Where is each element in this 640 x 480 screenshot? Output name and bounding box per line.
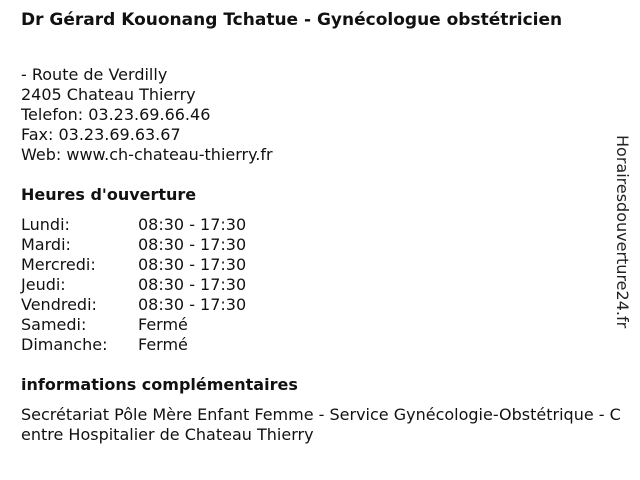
address-phone: Telefon: 03.23.69.66.46 (21, 105, 211, 124)
info-heading: informations complémentaires (21, 375, 298, 394)
hours-day: Lundi: (21, 215, 70, 234)
hours-day: Dimanche: (21, 335, 108, 354)
hours-time: 08:30 - 17:30 (138, 295, 247, 314)
hours-day: Mercredi: (21, 255, 96, 274)
hours-row-lundi (21, 215, 246, 235)
hours-row-jeudi (21, 275, 246, 295)
hours-row-dimanche (21, 335, 246, 355)
hours-row-mardi (21, 235, 246, 255)
side-brand-watermark: Horairesdouverture24.fr (613, 135, 632, 329)
address-web: Web: www.ch-chateau-thierry.fr (21, 145, 273, 164)
hours-row-vendredi (21, 295, 246, 315)
hours-time: 08:30 - 17:30 (138, 235, 247, 254)
hours-day: Jeudi: (21, 275, 66, 294)
hours-day: Mardi: (21, 235, 71, 254)
page-title: Dr Gérard Kouonang Tchatue - Gynécologue obstétricien (21, 10, 563, 30)
address-city: 2405 Chateau Thierry (21, 85, 196, 104)
hours-table (21, 215, 246, 355)
hours-time: 08:30 - 17:30 (138, 275, 247, 294)
hours-heading: Heures d'ouverture (21, 185, 197, 204)
info-text: Secrétariat Pôle Mère Enfant Femme - Service Gynécologie-Obstétrique - Centre Hospitalier de Chateau Thierry (21, 405, 621, 444)
hours-row-samedi (21, 315, 246, 335)
hours-day: Samedi: (21, 315, 87, 334)
address-street: - Route de Verdilly (21, 65, 168, 84)
address-block (21, 65, 273, 165)
address-fax: Fax: 03.23.69.63.67 (21, 125, 181, 144)
hours-row-mercredi (21, 255, 246, 275)
hours-time: 08:30 - 17:30 (138, 215, 247, 234)
hours-time: Fermé (138, 335, 188, 354)
hours-time: Fermé (138, 315, 188, 334)
hours-day: Vendredi: (21, 295, 97, 314)
hours-time: 08:30 - 17:30 (138, 255, 247, 274)
